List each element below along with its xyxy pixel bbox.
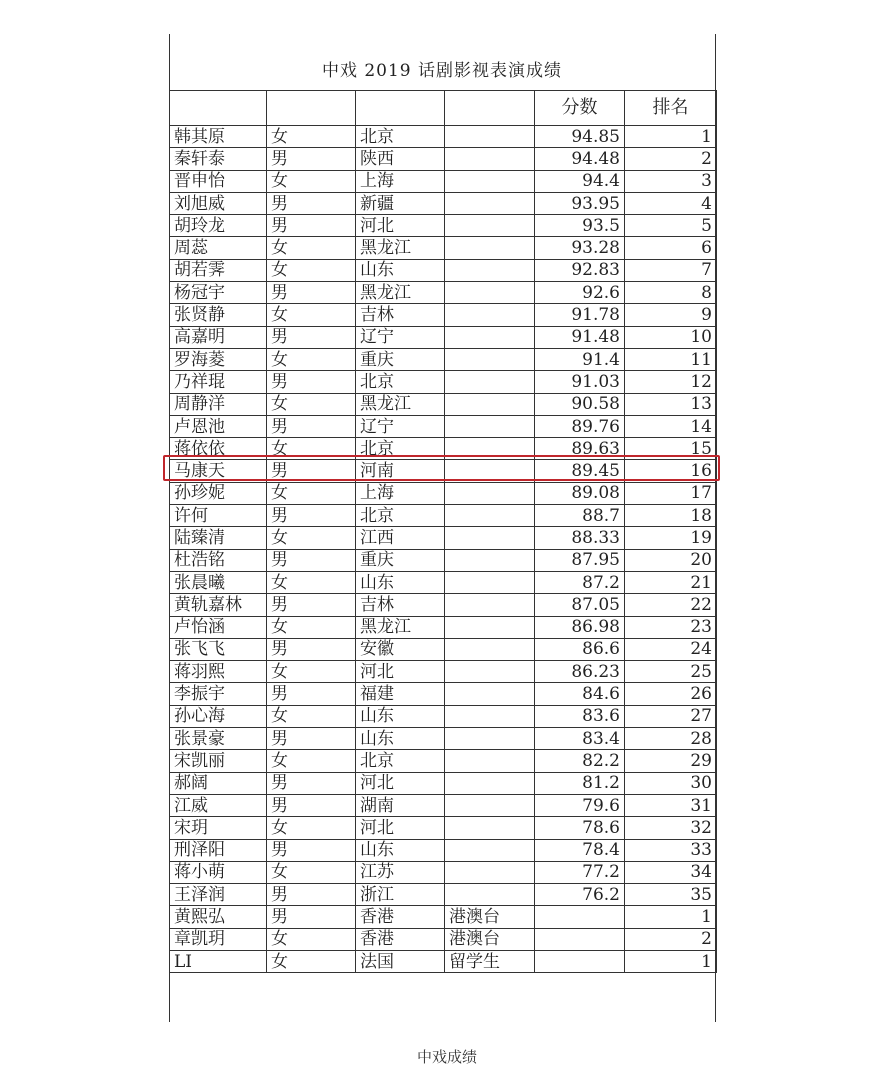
cell-score: 91.48 <box>535 326 625 348</box>
cell-note <box>445 728 535 750</box>
cell-score: 78.4 <box>535 839 625 861</box>
cell-region: 河北 <box>356 661 445 683</box>
cell-score: 88.33 <box>535 527 625 549</box>
cell-score: 77.2 <box>535 861 625 883</box>
cell-score: 91.78 <box>535 304 625 326</box>
cell-score: 92.83 <box>535 259 625 281</box>
cell-region: 福建 <box>356 683 445 705</box>
cell-note <box>445 126 535 148</box>
cell-gender: 女 <box>267 750 356 772</box>
cell-name: 王泽润 <box>170 884 267 906</box>
cell-score: 86.6 <box>535 638 625 660</box>
cell-rank: 9 <box>625 304 717 326</box>
cell-score: 87.05 <box>535 594 625 616</box>
cell-name: 张景豪 <box>170 728 267 750</box>
cell-name: 许何 <box>170 505 267 527</box>
cell-region: 浙江 <box>356 884 445 906</box>
cell-rank: 11 <box>625 348 717 370</box>
cell-gender: 女 <box>267 126 356 148</box>
cell-rank: 27 <box>625 705 717 727</box>
cell-note <box>445 861 535 883</box>
table-row <box>170 661 717 683</box>
cell-name: 胡玲龙 <box>170 215 267 237</box>
cell-score: 89.76 <box>535 415 625 437</box>
cell-gender: 男 <box>267 549 356 571</box>
table-row <box>170 928 717 950</box>
cell-gender: 女 <box>267 861 356 883</box>
cell-score: 91.4 <box>535 348 625 370</box>
cell-rank: 23 <box>625 616 717 638</box>
cell-rank: 6 <box>625 237 717 259</box>
cell-score: 93.28 <box>535 237 625 259</box>
cell-gender: 女 <box>267 482 356 504</box>
cell-region: 重庆 <box>356 348 445 370</box>
cell-region: 北京 <box>356 371 445 393</box>
cell-name: 黄熙弘 <box>170 906 267 928</box>
cell-rank: 29 <box>625 750 717 772</box>
cell-score: 82.2 <box>535 750 625 772</box>
cell-rank: 32 <box>625 817 717 839</box>
cell-note <box>445 304 535 326</box>
cell-note <box>445 192 535 214</box>
cell-rank: 33 <box>625 839 717 861</box>
cell-gender: 男 <box>267 884 356 906</box>
cell-name: LI <box>170 950 267 972</box>
cell-note <box>445 237 535 259</box>
cell-name: 卢怡涵 <box>170 616 267 638</box>
cell-name: 蒋羽熙 <box>170 661 267 683</box>
cell-rank: 10 <box>625 326 717 348</box>
cell-score: 86.23 <box>535 661 625 683</box>
cell-gender: 男 <box>267 192 356 214</box>
cell-gender: 女 <box>267 928 356 950</box>
scores-table-body <box>170 91 717 973</box>
table-row <box>170 393 717 415</box>
cell-rank: 4 <box>625 192 717 214</box>
cell-rank: 22 <box>625 594 717 616</box>
cell-region: 山东 <box>356 259 445 281</box>
table-row <box>170 126 717 148</box>
cell-rank: 1 <box>625 906 717 928</box>
table-row <box>170 282 717 304</box>
cell-rank: 34 <box>625 861 717 883</box>
cell-rank: 7 <box>625 259 717 281</box>
cell-gender: 女 <box>267 393 356 415</box>
cell-note <box>445 661 535 683</box>
cell-note <box>445 839 535 861</box>
cell-rank: 15 <box>625 438 717 460</box>
cell-rank: 2 <box>625 148 717 170</box>
cell-region: 黑龙江 <box>356 237 445 259</box>
cell-name: 郝阔 <box>170 772 267 794</box>
cell-region: 湖南 <box>356 794 445 816</box>
cell-score: 87.95 <box>535 549 625 571</box>
cell-region: 黑龙江 <box>356 393 445 415</box>
cell-rank: 1 <box>625 950 717 972</box>
cell-name: 李振宇 <box>170 683 267 705</box>
table-row <box>170 148 717 170</box>
cell-score: 83.6 <box>535 705 625 727</box>
cell-note <box>445 415 535 437</box>
cell-rank: 5 <box>625 215 717 237</box>
cell-rank: 13 <box>625 393 717 415</box>
table-row <box>170 482 717 504</box>
cell-region: 江苏 <box>356 861 445 883</box>
cell-note <box>445 527 535 549</box>
header-cell-note <box>445 91 535 126</box>
cell-rank: 8 <box>625 282 717 304</box>
cell-name: 张晨曦 <box>170 571 267 593</box>
cell-gender: 男 <box>267 594 356 616</box>
cell-gender: 男 <box>267 728 356 750</box>
cell-note: 港澳台 <box>445 928 535 950</box>
cell-name: 黄轨嘉林 <box>170 594 267 616</box>
cell-rank: 26 <box>625 683 717 705</box>
cell-note <box>445 571 535 593</box>
cell-score: 81.2 <box>535 772 625 794</box>
cell-region: 河南 <box>356 460 445 482</box>
table-row <box>170 371 717 393</box>
table-row <box>170 950 717 972</box>
cell-note: 留学生 <box>445 950 535 972</box>
cell-region: 上海 <box>356 170 445 192</box>
table-row <box>170 616 717 638</box>
cell-note <box>445 594 535 616</box>
cell-region: 北京 <box>356 126 445 148</box>
table-row <box>170 906 717 928</box>
cell-rank: 2 <box>625 928 717 950</box>
cell-score: 93.5 <box>535 215 625 237</box>
cell-score: 89.63 <box>535 438 625 460</box>
cell-rank: 24 <box>625 638 717 660</box>
table-row <box>170 817 717 839</box>
cell-rank: 30 <box>625 772 717 794</box>
table-row <box>170 259 717 281</box>
cell-rank: 18 <box>625 505 717 527</box>
cell-gender: 女 <box>267 616 356 638</box>
cell-region: 安徽 <box>356 638 445 660</box>
cell-name: 卢恩池 <box>170 415 267 437</box>
cell-note <box>445 282 535 304</box>
cell-gender: 女 <box>267 527 356 549</box>
cell-gender: 女 <box>267 348 356 370</box>
cell-name: 高嘉明 <box>170 326 267 348</box>
cell-region: 吉林 <box>356 594 445 616</box>
image-caption: 中戏成绩 <box>416 1048 477 1066</box>
table-row <box>170 884 717 906</box>
cell-score <box>535 950 625 972</box>
cell-rank: 25 <box>625 661 717 683</box>
cell-note <box>445 259 535 281</box>
cell-gender: 男 <box>267 148 356 170</box>
cell-region: 北京 <box>356 750 445 772</box>
cell-gender: 女 <box>267 237 356 259</box>
cell-score <box>535 928 625 950</box>
cell-score: 76.2 <box>535 884 625 906</box>
header-cell-region <box>356 91 445 126</box>
cell-name: 秦轩泰 <box>170 148 267 170</box>
cell-gender: 男 <box>267 371 356 393</box>
cell-name: 韩其原 <box>170 126 267 148</box>
cell-name: 乃祥琨 <box>170 371 267 393</box>
cell-score: 94.4 <box>535 170 625 192</box>
cell-note <box>445 371 535 393</box>
cell-note <box>445 750 535 772</box>
table-row <box>170 170 717 192</box>
header-cell-gender <box>267 91 356 126</box>
cell-note: 港澳台 <box>445 906 535 928</box>
cell-score: 89.45 <box>535 460 625 482</box>
cell-note <box>445 170 535 192</box>
table-row <box>170 772 717 794</box>
cell-region: 陕西 <box>356 148 445 170</box>
table-row <box>170 839 717 861</box>
cell-name: 宋玥 <box>170 817 267 839</box>
cell-name: 周蕊 <box>170 237 267 259</box>
cell-score: 89.08 <box>535 482 625 504</box>
cell-note <box>445 705 535 727</box>
table-row <box>170 192 717 214</box>
cell-region: 北京 <box>356 438 445 460</box>
cell-gender: 女 <box>267 661 356 683</box>
cell-note <box>445 482 535 504</box>
cell-region: 山东 <box>356 839 445 861</box>
cell-region: 江西 <box>356 527 445 549</box>
table-row <box>170 304 717 326</box>
cell-score: 86.98 <box>535 616 625 638</box>
cell-name: 杜浩铭 <box>170 549 267 571</box>
cell-score: 94.48 <box>535 148 625 170</box>
cell-name: 刘旭威 <box>170 192 267 214</box>
cell-region: 黑龙江 <box>356 282 445 304</box>
table-row <box>170 861 717 883</box>
cell-gender: 男 <box>267 683 356 705</box>
table-row <box>170 794 717 816</box>
cell-rank: 31 <box>625 794 717 816</box>
cell-gender: 男 <box>267 505 356 527</box>
cell-note <box>445 683 535 705</box>
cell-note <box>445 326 535 348</box>
cell-region: 山东 <box>356 728 445 750</box>
cell-name: 蒋依依 <box>170 438 267 460</box>
table-row <box>170 215 717 237</box>
cell-name: 宋凯丽 <box>170 750 267 772</box>
cell-gender: 女 <box>267 705 356 727</box>
cell-rank: 1 <box>625 126 717 148</box>
cell-note <box>445 884 535 906</box>
cell-region: 吉林 <box>356 304 445 326</box>
cell-note <box>445 638 535 660</box>
cell-gender: 男 <box>267 794 356 816</box>
cell-gender: 男 <box>267 906 356 928</box>
cell-gender: 女 <box>267 950 356 972</box>
cell-score: 87.2 <box>535 571 625 593</box>
cell-gender: 女 <box>267 571 356 593</box>
header-cell-score: 分数 <box>535 91 625 126</box>
document-title: 中戏 2019 话剧影视表演成绩 <box>321 61 563 81</box>
table-row <box>170 594 717 616</box>
cell-name: 胡若霁 <box>170 259 267 281</box>
cell-name: 蒋小萌 <box>170 861 267 883</box>
cell-name: 孙珍妮 <box>170 482 267 504</box>
cell-name: 晋申怡 <box>170 170 267 192</box>
cell-note <box>445 772 535 794</box>
cell-name: 章凯玥 <box>170 928 267 950</box>
cell-gender: 男 <box>267 839 356 861</box>
cell-gender: 男 <box>267 638 356 660</box>
cell-rank: 28 <box>625 728 717 750</box>
cell-note <box>445 505 535 527</box>
cell-rank: 16 <box>625 460 717 482</box>
cell-note <box>445 148 535 170</box>
cell-region: 法国 <box>356 950 445 972</box>
table-row <box>170 750 717 772</box>
table-row <box>170 326 717 348</box>
scores-table <box>169 90 717 973</box>
table-row <box>170 415 717 437</box>
table-row <box>170 237 717 259</box>
cell-score: 90.58 <box>535 393 625 415</box>
cell-rank: 35 <box>625 884 717 906</box>
cell-score: 91.03 <box>535 371 625 393</box>
cell-rank: 21 <box>625 571 717 593</box>
cell-region: 北京 <box>356 505 445 527</box>
cell-gender: 女 <box>267 170 356 192</box>
cell-score: 84.6 <box>535 683 625 705</box>
cell-name: 周静洋 <box>170 393 267 415</box>
title-row <box>169 34 715 91</box>
cell-gender: 男 <box>267 215 356 237</box>
table-row <box>170 705 717 727</box>
cell-score: 79.6 <box>535 794 625 816</box>
cell-gender: 男 <box>267 772 356 794</box>
cell-note <box>445 549 535 571</box>
cell-region: 黑龙江 <box>356 616 445 638</box>
cell-region: 新疆 <box>356 192 445 214</box>
cell-region: 山东 <box>356 571 445 593</box>
cell-region: 河北 <box>356 817 445 839</box>
cell-region: 山东 <box>356 705 445 727</box>
highlight-box <box>163 455 720 481</box>
table-row <box>170 505 717 527</box>
cell-rank: 17 <box>625 482 717 504</box>
cell-region: 辽宁 <box>356 415 445 437</box>
cell-name: 刑泽阳 <box>170 839 267 861</box>
cell-gender: 男 <box>267 415 356 437</box>
cell-name: 孙心海 <box>170 705 267 727</box>
cell-score: 83.4 <box>535 728 625 750</box>
table-row <box>170 348 717 370</box>
cell-note <box>445 215 535 237</box>
cell-region: 重庆 <box>356 549 445 571</box>
cell-gender: 男 <box>267 282 356 304</box>
cell-name: 江威 <box>170 794 267 816</box>
table-row <box>170 638 717 660</box>
cell-name: 马康天 <box>170 460 267 482</box>
cell-score: 94.85 <box>535 126 625 148</box>
table-row <box>170 571 717 593</box>
cell-gender: 女 <box>267 304 356 326</box>
cell-note <box>445 616 535 638</box>
cell-gender: 男 <box>267 326 356 348</box>
header-cell-rank: 排名 <box>625 91 717 126</box>
cell-region: 河北 <box>356 772 445 794</box>
header-row <box>170 91 717 126</box>
cell-score: 88.7 <box>535 505 625 527</box>
cell-rank: 12 <box>625 371 717 393</box>
cell-rank: 19 <box>625 527 717 549</box>
table-row <box>170 683 717 705</box>
cell-rank: 3 <box>625 170 717 192</box>
header-cell-name <box>170 91 267 126</box>
cell-region: 河北 <box>356 215 445 237</box>
cell-name: 张飞飞 <box>170 638 267 660</box>
table-row <box>170 728 717 750</box>
cell-name: 张贤静 <box>170 304 267 326</box>
cell-score: 92.6 <box>535 282 625 304</box>
cell-gender: 女 <box>267 438 356 460</box>
cell-rank: 20 <box>625 549 717 571</box>
cell-name: 罗海菱 <box>170 348 267 370</box>
cell-note <box>445 794 535 816</box>
cell-note <box>445 817 535 839</box>
cell-note <box>445 348 535 370</box>
cell-name: 陆臻清 <box>170 527 267 549</box>
cell-note <box>445 393 535 415</box>
cell-score: 78.6 <box>535 817 625 839</box>
cell-score <box>535 906 625 928</box>
cell-gender: 女 <box>267 259 356 281</box>
cell-name: 杨冠宇 <box>170 282 267 304</box>
cell-region: 香港 <box>356 928 445 950</box>
cell-score: 93.95 <box>535 192 625 214</box>
cell-region: 辽宁 <box>356 326 445 348</box>
cell-rank: 14 <box>625 415 717 437</box>
cell-region: 香港 <box>356 906 445 928</box>
cell-region: 上海 <box>356 482 445 504</box>
cell-gender: 男 <box>267 460 356 482</box>
cell-gender: 女 <box>267 817 356 839</box>
